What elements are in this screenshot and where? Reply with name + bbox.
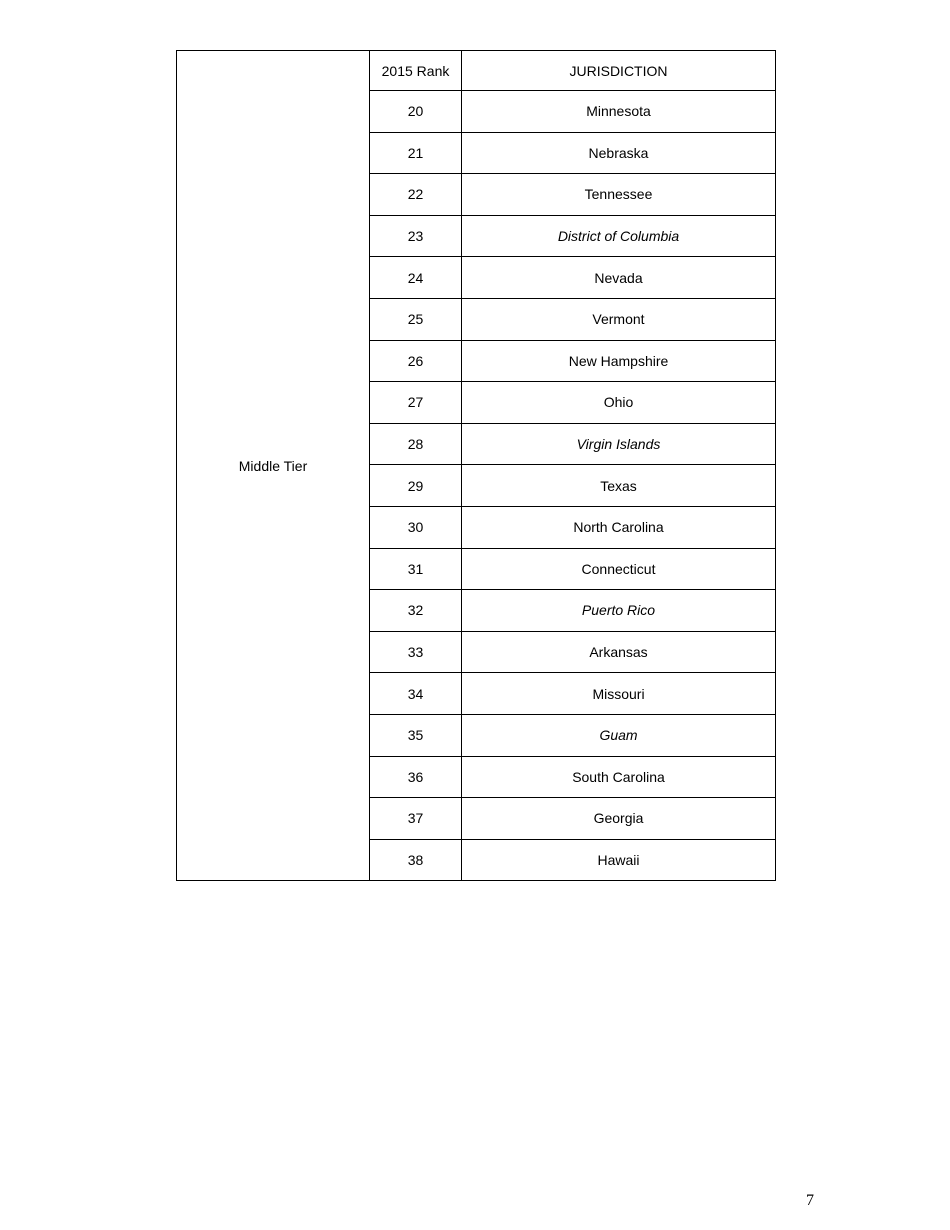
rank-cell: 37 xyxy=(370,798,462,840)
rank-cell: 31 xyxy=(370,548,462,590)
jurisdiction-cell: Virgin Islands xyxy=(462,423,776,465)
jurisdiction-cell: Guam xyxy=(462,714,776,756)
jurisdiction-cell: Nebraska xyxy=(462,132,776,174)
rank-cell: 23 xyxy=(370,215,462,257)
rank-cell: 28 xyxy=(370,423,462,465)
tier-label: Middle Tier xyxy=(177,51,370,881)
jurisdiction-cell: Hawaii xyxy=(462,839,776,881)
rank-cell: 27 xyxy=(370,382,462,424)
jurisdiction-cell: Arkansas xyxy=(462,631,776,673)
rank-column-header: 2015 Rank xyxy=(370,51,462,91)
rank-cell: 25 xyxy=(370,298,462,340)
ranking-table-body xyxy=(177,51,776,881)
rank-cell: 38 xyxy=(370,839,462,881)
rank-cell: 34 xyxy=(370,673,462,715)
jurisdiction-cell: Missouri xyxy=(462,673,776,715)
jurisdiction-cell: Nevada xyxy=(462,257,776,299)
jurisdiction-cell: District of Columbia xyxy=(462,215,776,257)
rank-cell: 35 xyxy=(370,714,462,756)
rank-cell: 20 xyxy=(370,91,462,133)
jurisdiction-cell: North Carolina xyxy=(462,506,776,548)
jurisdiction-cell: South Carolina xyxy=(462,756,776,798)
rank-cell: 24 xyxy=(370,257,462,299)
rank-cell: 22 xyxy=(370,174,462,216)
rank-cell: 26 xyxy=(370,340,462,382)
jurisdiction-cell: Texas xyxy=(462,465,776,507)
rank-cell: 21 xyxy=(370,132,462,174)
jurisdiction-cell: Puerto Rico xyxy=(462,590,776,632)
jurisdiction-cell: New Hampshire xyxy=(462,340,776,382)
page-number: 7 xyxy=(806,1192,814,1209)
jurisdiction-column-header: JURISDICTION xyxy=(462,51,776,91)
rank-cell: 30 xyxy=(370,506,462,548)
rank-cell: 36 xyxy=(370,756,462,798)
jurisdiction-cell: Ohio xyxy=(462,382,776,424)
jurisdiction-cell: Minnesota xyxy=(462,91,776,133)
rank-cell: 32 xyxy=(370,590,462,632)
ranking-table xyxy=(176,50,776,881)
rank-cell: 33 xyxy=(370,631,462,673)
rank-cell: 29 xyxy=(370,465,462,507)
jurisdiction-cell: Georgia xyxy=(462,798,776,840)
jurisdiction-cell: Vermont xyxy=(462,298,776,340)
jurisdiction-cell: Tennessee xyxy=(462,174,776,216)
header-row xyxy=(177,51,776,91)
jurisdiction-cell: Connecticut xyxy=(462,548,776,590)
